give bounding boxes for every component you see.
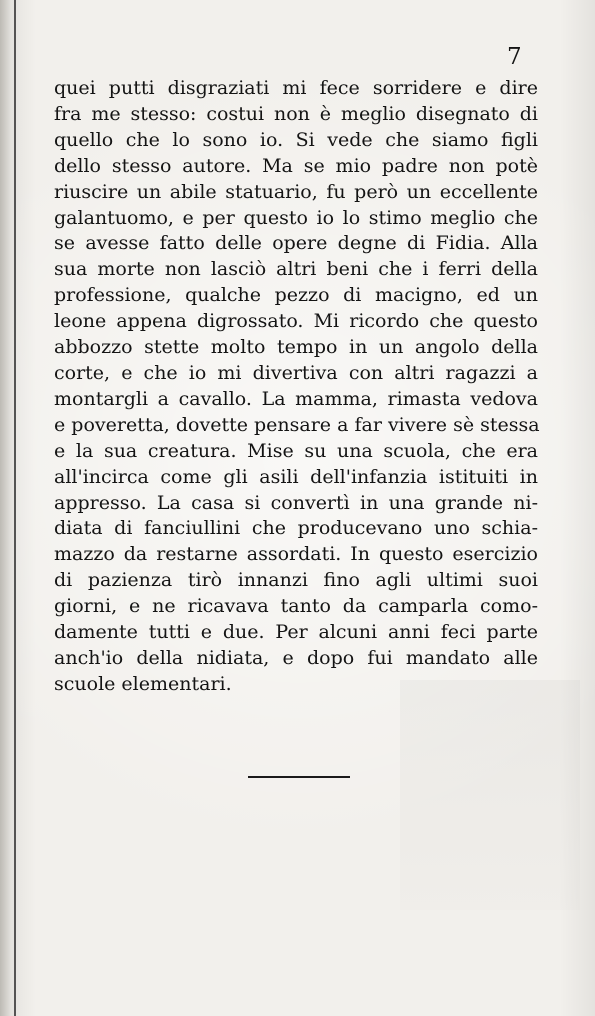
text-line: anch'io della nidiata, e dopo fui mandato alle [54,646,538,669]
text-line: diata di fanciullini che producevano uno schia- [54,517,538,540]
text-line: scuole elementari. [54,672,232,695]
text-line: abbozzo stette molto tempo in un angolo della [54,336,538,359]
page-number: 7 [507,44,522,70]
text-line: appresso. La casa si convertì in una grande ni- [54,491,538,514]
body-text [54,76,538,698]
text-line: professione, qualche pezzo di macigno, ed un [54,284,538,307]
section-rule [248,776,350,778]
text-line: quei putti disgraziati mi fece sorridere e dire [54,77,538,99]
text-line: riuscire un abile statuario, fu però un eccellente [54,180,538,203]
text-line: leone appena digrossato. Mi ricordo che questo [54,310,538,333]
text-line: di pazienza tirò innanzi fino agli ultimi suoi [54,569,538,592]
binding-edge-line [14,0,16,1016]
text-line: fra me stesso: costui non è meglio disegnato di [54,102,538,125]
text-line: all'incirca come gli asili dell'infanzia istituiti in [54,465,538,488]
text-line: dello stesso autore. Ma se mio padre non potè [54,154,538,177]
text-line: mazzo da restarne assordati. In questo esercizio [54,543,538,566]
text-line: corte, e che io mi divertiva con altri ragazzi a [54,361,538,384]
text-line: sua morte non lasciò altri beni che i ferri della [54,258,538,281]
text-line: galantuomo, e per questo io lo stimo meglio che [54,206,538,229]
text-line: giorni, e ne ricavava tanto da camparla como- [54,595,538,618]
show-through-shadow [400,680,580,910]
text-line: quello che lo sono io. Si vede che siamo figli [54,128,538,151]
text-line: se avesse fatto delle opere degne di Fidia. Alla [54,232,538,255]
text-line: e la sua creatura. Mise su una scuola, che era [54,439,538,462]
text-line: damente tutti e due. Per alcuni anni feci parte [54,621,538,644]
text-line: e poveretta, dovette pensare a far vivere sè stessa [54,413,540,436]
text-line: montargli a cavallo. La mamma, rimasta vedova [54,387,538,410]
